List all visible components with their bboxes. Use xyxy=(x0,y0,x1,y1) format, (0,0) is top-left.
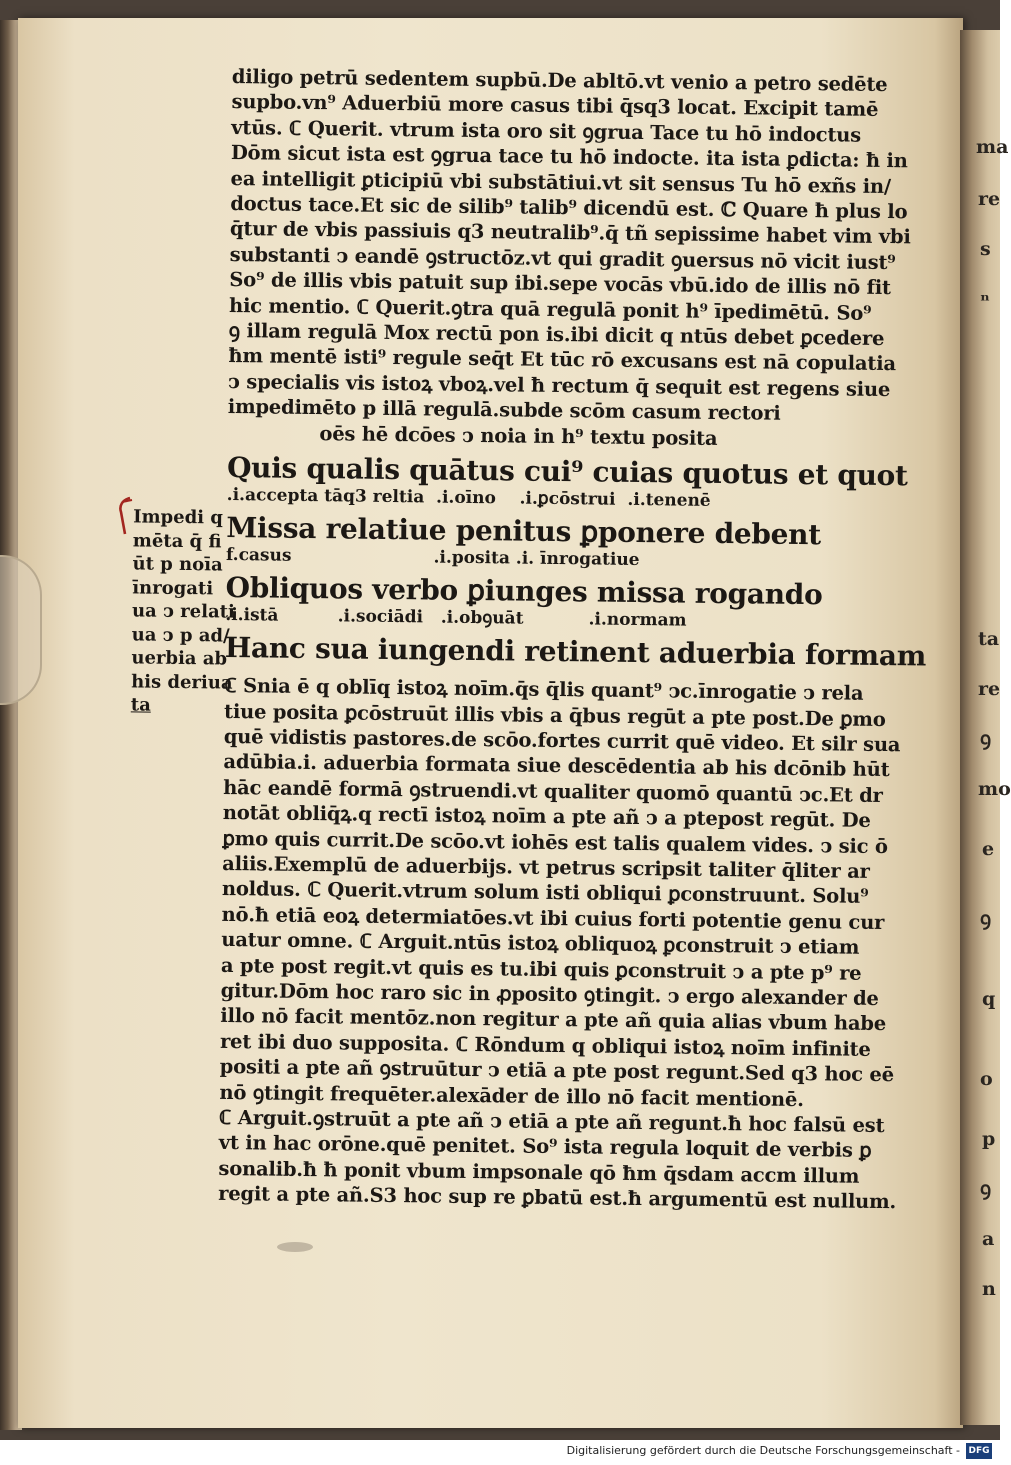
facing-page-fragment: ꝯ xyxy=(980,1178,992,1200)
facing-page-fragment: ꝯ xyxy=(980,908,992,930)
verse-line: Missa relatiue penitus ꝑponere debent xyxy=(226,511,822,552)
ink-smudge xyxy=(275,1240,315,1254)
text-line: Dōm sicut ista est ꝯgrua tace tu hō indocte. ita ista ꝑdicta: ħ in xyxy=(230,141,908,173)
facing-page-fragment: ⁿ xyxy=(980,290,990,312)
text-line: hic mentio. ℂ Querit.ꝯtra quā regulā ponit h⁹ īpedimētū. So⁹ xyxy=(228,293,872,325)
marginal-note-line: uerbia ab xyxy=(131,647,228,670)
text-line: aliis.Exemplū de aduerbijs. vt petrus scripsit taliter q̄liter ar xyxy=(222,851,870,883)
text-line: ℂ Snia ē q oblīq istoꝝ noīm.q̄s q̄lis quant⁹ ↄc.īnrogatie ↄ rela xyxy=(224,674,864,705)
text-line: nō.ħ etiā eoꝝ determiatōes.vt ibi cuius forti potentie genu cur xyxy=(221,902,885,934)
facing-page-fragment: re xyxy=(978,678,1001,700)
facing-page-fragment: s xyxy=(980,238,991,260)
marginal-note-line: Impedi q xyxy=(133,506,224,529)
dfg-logo: DFG xyxy=(966,1443,992,1459)
centered-heading-line: oēs hē dcōes ↄ noia in h⁹ textu posita xyxy=(319,421,718,450)
text-line: ħm mentē isti⁹ regule seq̄t Et tūc rō excusans est nā copulatia xyxy=(228,344,896,376)
text-line: uatur omne. ℂ Arguit.ntūs istoꝝ obliquoꝝ ꝑconstruit ↄ etiam xyxy=(221,928,860,959)
text-line: ꝯ illam regulā Mox rectū pon is.ibi dicit q ntūs debet ꝑcedere xyxy=(228,319,885,351)
paper-clasp xyxy=(0,555,42,705)
text-line: sonalib.ħ ħ ponit vbum impsonale qō ħm q̄sdam accm illum xyxy=(218,1156,860,1188)
text-line: ꝑmo quis currit.De scōo.vt iohēs est talis qualem vides. ↄ sic ō xyxy=(222,826,888,858)
facing-page-fragment: q xyxy=(982,988,996,1010)
facing-page-edge xyxy=(960,30,1011,1425)
text-line: gitur.Dōm hoc raro sic in ꝓposito ꝯtingit. ↄ ergo alexander de xyxy=(220,978,879,1010)
marginal-note-line: ua ↄ p ad/ xyxy=(131,623,230,647)
facing-page-fragment: mo xyxy=(978,778,1011,800)
text-line: vt in hac orōne.quē penitet. So⁹ ista regula loquit de verbis ꝑ xyxy=(218,1131,872,1163)
verse-line: Quis qualis quātus cui⁹ cuias quotus et quot xyxy=(226,451,908,493)
funding-credit: Digitalisierung gefördert durch die Deutsche Forschungsgemeinschaft - xyxy=(566,1444,960,1457)
marginal-note xyxy=(131,505,239,718)
text-line: doctus tace.Et sic de silib⁹ talib⁹ dicendū est. ℂ Quare ħ plus lo xyxy=(230,192,908,224)
text-line: adūbia.i. aduerbia formata siue descēdentia ab his dcōnib hūt xyxy=(223,750,890,782)
text-line: regit a pte añ.S3 hoc sup re ꝑbatū est.ħ argumentū est nullum. xyxy=(218,1182,897,1214)
text-line: a pte post regit.vt quis es tu.ibi quis ꝑconstruit ↄ a pte p⁹ re xyxy=(220,953,862,985)
text-line: vtūs. ℂ Querit. vtrum ista oro sit ꝯgrua Tace tu hō indoctus xyxy=(231,115,862,147)
interlinear-gloss: .i.istā .i.sociādi .i.obꝯuāt .i.normam xyxy=(225,605,687,631)
text-line: ret ibi duo supposita. ℂ Rōndum q obliqui istoꝝ noīm infinite xyxy=(219,1029,871,1061)
facing-page-fragment: a xyxy=(982,1228,995,1250)
marginal-note-line: ua ↄ relati xyxy=(131,600,235,623)
text-line: ℂ Arguit.ꝯstruūt a pte añ ↄ etiā a pte añ regunt.ħ hoc falsū est xyxy=(218,1105,885,1138)
verse-line: Obliquos verbo ꝑiunges missa rogando xyxy=(225,571,823,612)
facing-page-fragment: e xyxy=(982,838,995,860)
text-line: q̄tur de vbis passiuis q3 neutralib⁹.q̄ tñ sepissime habet vim vbi xyxy=(229,217,911,249)
text-line: positi a pte añ ꝯstruūtur ↄ etiā a pte post regunt.Sed q3 hoc eē xyxy=(219,1055,895,1087)
text-line: ea intelligit ꝑticipiū vbi substātiui.vt sit sensus Tu hō exñs in/ xyxy=(230,166,891,198)
commentary-text xyxy=(218,64,927,1215)
text-line: nō ꝯtingit frequēter.alexāder de illo nō facit mentionē. xyxy=(219,1080,804,1111)
facing-page-fragment: ta xyxy=(978,628,1000,650)
text-line: So⁹ de illis vbis patuit sup ibi.sepe vocās vbū.ido de illis nō fit xyxy=(229,268,891,300)
text-line: substanti ↄ eandē ꝯstructōz.vt qui gradit ꝯuersus nō vicit iust⁹ xyxy=(229,242,896,274)
text-line: noldus. ℂ Querit.vtrum solum isti obliqui ꝑconstruunt. Solu⁹ xyxy=(221,877,869,909)
interlinear-gloss: f.casus .i.posita .i. īnrogatiue xyxy=(225,545,640,571)
marginal-note-line: mēta q̄ fi xyxy=(132,529,222,552)
facing-page-fragment: ꝯ xyxy=(980,728,992,750)
text-line: quē vidistis pastores.de scōo.fortes currit quē video. Et silr sua xyxy=(223,724,901,757)
text-line: impedimēto p illā regulā.subde scōm casum rectori xyxy=(227,395,781,426)
marginal-note-line: ūt p noīa xyxy=(132,553,223,576)
verse-line: Hanc sua iungendi retinent aduerbia formam xyxy=(224,631,927,673)
text-line: tiue posita ꝑcōstruūt illis vbis a q̄bus regūt a pte post.De ꝑmo xyxy=(223,699,886,731)
footer-bar xyxy=(0,1440,1000,1465)
text-line: supbo.vn⁹ Aduerbiū more casus tibi q̄sq3 locat. Excipit tamē xyxy=(231,90,879,122)
marginal-note-line: ta xyxy=(130,694,151,716)
marginal-note-line: īnrogati xyxy=(132,576,214,599)
text-line: illo nō facit mentōz.non regitur a pte añ quia alias vbum habe xyxy=(220,1004,887,1036)
interlinear-gloss: .i.accepta tāq3 reltia .i.oīno .i.ꝑcōstrui .i.tenenē xyxy=(226,485,711,511)
facing-page-fragment: re xyxy=(978,188,1001,210)
text-line: hāc eandē formā ꝯstruendi.vt qualiter quomō quantū ↄc.Et dr xyxy=(223,775,883,807)
facing-page-fragment: p xyxy=(982,1128,996,1150)
marginal-note-line: his deriua xyxy=(131,670,233,694)
facing-page-fragment: o xyxy=(980,1068,993,1090)
facing-page-fragment: n xyxy=(982,1278,996,1300)
text-line: diligo petrū sedentem supbū.De abltō.vt venio a petro sedēte xyxy=(231,64,888,97)
facing-page-fragment: ma xyxy=(976,136,1009,158)
text-line: notāt obliq̄ꝝ.q rectī istoꝝ noīm a pte añ ↄ a ptepost regūt. De xyxy=(222,801,871,832)
text-line: ↄ specialis vis istoꝝ vboꝝ.vel ħ rectum q̄ sequit est regens siue xyxy=(227,369,891,401)
